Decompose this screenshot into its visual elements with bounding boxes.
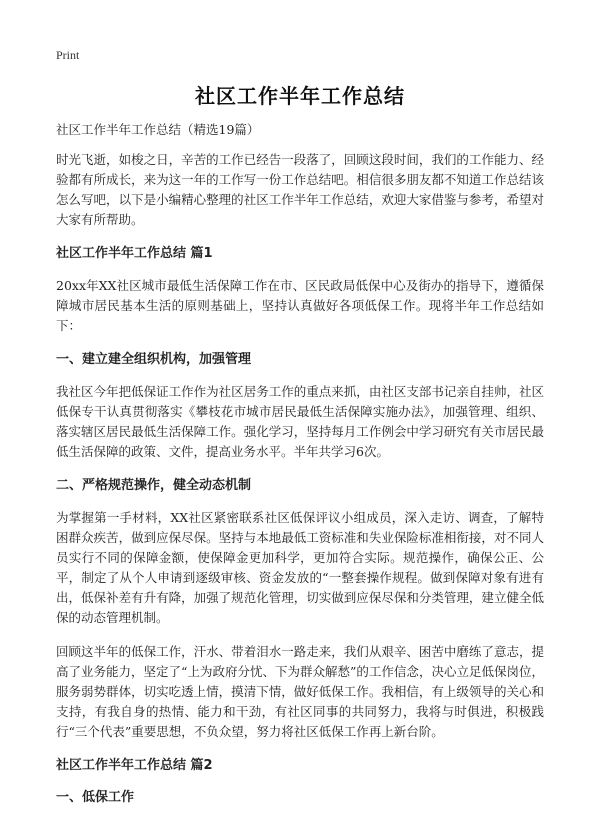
intro-paragraph: 时光飞逝，如梭之日，辛苦的工作已经告一段落了，回顾这段时间，我们的工作能力、经验都有所成长，来为这一年的工作写一份工作总结吧。相信很多朋友都不知道工作总结该怎么写吧，以下是小编精心整理的社区工作半年工作总结，欢迎大家借鉴与参考，希望对大家有所帮助。 xyxy=(56,152,544,227)
article-subtitle: 社区工作半年工作总结（精选19篇） xyxy=(56,122,260,137)
subheading-organization: 一、建立建全组织机构，加强管理 xyxy=(56,352,252,367)
section-heading-1: 社区工作半年工作总结 篇1 xyxy=(56,246,213,261)
subheading-standardize: 二、严格规范操作，健全动态机制 xyxy=(56,478,252,493)
print-link[interactable]: Print xyxy=(56,48,80,62)
section1-paragraph-3: 为掌握第一手材料，XX社区紧密联系社区低保评议小组成员，深入走访、调查，了解特困群众疾苦，做到应保尽保。坚持与本地最低工资标准和失业保险标准相衔接，对不同人员实行不同的保障金额，使保障金更加科学，更加符合实际。规范操作，确保公正、公平，制定了从个人申请到逐级审核、资金发放的“一整套操作规程。做到保障对象有进有出，低保补差有升有降，加强了规范化管理，切实做到应保尽保和分类管理，建立健全低保的动态管理机制。 xyxy=(56,510,544,625)
page-title: 社区工作半年工作总结 xyxy=(195,84,405,108)
section1-paragraph-1: 20xx年XX社区城市最低生活保障工作在市、区民政局低保中心及街办的指导下，遵循保障城市居民基本生活的原则基础上，坚持认真做好各项低保工作。现将半年工作总结如下： xyxy=(56,278,544,333)
section1-paragraph-4: 回顾这半年的低保工作，汗水、带着泪水一路走来，我们从艰辛、困苦中磨练了意志，提高了业务能力，坚定了“上为政府分忧、下为群众解愁”的工作信念，决心立足低保岗位，服务弱势群体，切实吃透上情，摸清下情，做好低保工作。我相信，有上级领导的关心和支持，有我自身的热情、能力和干劲，有社区同事的共同努力，我将与时俱进，积极践行“三个代表”重要思想，不负众望，努力将社区低保工作再上新台阶。 xyxy=(56,644,544,739)
article-body xyxy=(56,120,544,820)
subheading-low-income: 一、低保工作 xyxy=(56,790,135,805)
section-heading-2: 社区工作半年工作总结 篇2 xyxy=(56,758,213,773)
section1-paragraph-2: 我社区今年把低保证工作作为社区居务工作的重点来抓，由社区支部书记亲自挂帅，社区低保专干认真贯彻落实《攀枝花市城市居民最低生活保障实施办法》，加强管理、组织、落实辖区居民最低生活保障工作。强化学习，坚持每月工作例会中学习研究有关市居民最低生活保障的政策、文件，提高业务水平。半年共学习6次。 xyxy=(56,384,544,459)
